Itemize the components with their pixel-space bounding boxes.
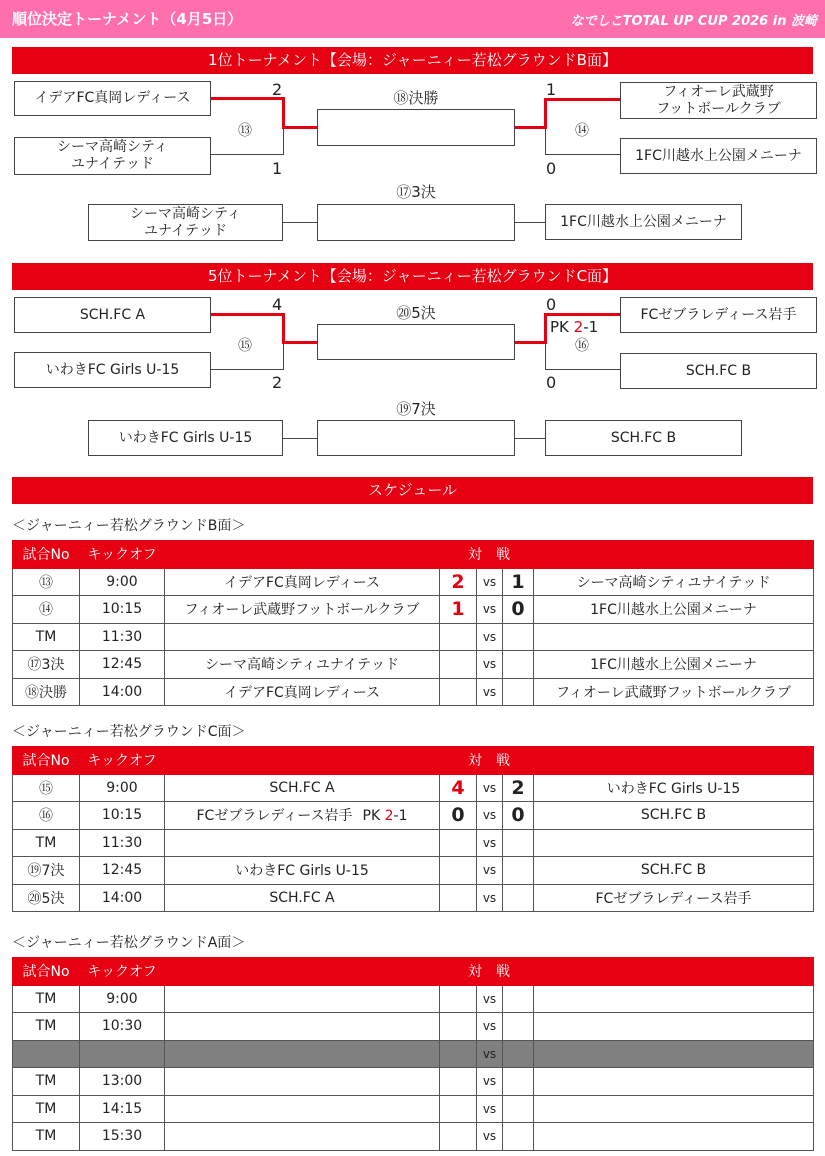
home-team [165, 1013, 440, 1041]
home-score [440, 1068, 477, 1096]
vs-label: vs [477, 774, 503, 802]
away-team [534, 623, 814, 651]
t5-seventh-label: ⑲7決 [396, 400, 436, 418]
table-header-row [13, 747, 814, 775]
table-row [13, 985, 814, 1013]
kickoff-time: 11:30 [80, 623, 165, 651]
kickoff-time: 10:30 [80, 1013, 165, 1041]
t5-score-right-bottom: 0 [546, 373, 557, 392]
away-score: 1 [503, 568, 534, 596]
kickoff-time: 10:15 [80, 802, 165, 830]
kickoff-time: 14:00 [80, 884, 165, 912]
t1-right-top-team: フィオーレ武蔵野 フットボールクラブ [620, 82, 817, 119]
home-score [440, 1123, 477, 1151]
match-no: TM [13, 985, 80, 1013]
t5-pk-prefix: PK [550, 318, 574, 336]
away-team: 1FC川越水上公園メニーナ [534, 596, 814, 624]
away-score [503, 829, 534, 857]
home-score [440, 678, 477, 706]
t5-line [545, 369, 620, 370]
pk-prefix: PK [362, 808, 385, 825]
t5-seventh-right-team: SCH.FC B [545, 420, 742, 456]
home-team: フィオーレ武蔵野フットボールクラブ [165, 596, 440, 624]
match-no: TM [13, 1068, 80, 1096]
t1-third-box [317, 204, 515, 241]
t1-third-left-team: シーマ高崎シティ ユナイテッド [88, 204, 283, 241]
header-no: 試合No [13, 958, 80, 986]
t5-left-top-team: SCH.FC A [14, 297, 211, 333]
t5-line [282, 341, 317, 344]
match-no: ⑭ [13, 596, 80, 624]
table-row [13, 774, 814, 802]
away-team [534, 1040, 814, 1068]
home-score [440, 623, 477, 651]
away-score [503, 857, 534, 885]
t5-line [283, 438, 317, 439]
t1-score-right-top: 1 [546, 80, 557, 99]
table-row [13, 623, 814, 651]
table-header-row [13, 541, 814, 569]
t1-left-match-no: ⑬ [238, 123, 252, 139]
away-score [503, 1040, 534, 1068]
vs-label: vs [477, 1068, 503, 1096]
t1-line [283, 222, 317, 223]
cup-name: なでしこTOTAL UP CUP 2026 in 波崎 [570, 14, 817, 29]
t5-seventh-box [317, 420, 515, 456]
away-team [534, 1013, 814, 1041]
t5-line [211, 369, 284, 370]
table-row [13, 857, 814, 885]
vs-label: vs [477, 623, 503, 651]
away-score [503, 1123, 534, 1151]
kickoff-time: 11:30 [80, 829, 165, 857]
t5-right-bottom-team: SCH.FC B [620, 353, 817, 389]
away-score [503, 623, 534, 651]
table-row [13, 651, 814, 679]
header-kickoff: キックオフ [80, 541, 165, 569]
table-row-break [13, 1040, 814, 1068]
t5-score-left-top: 4 [272, 295, 283, 314]
kickoff-time: 9:00 [80, 774, 165, 802]
header-vs: 対 戦 [165, 958, 814, 986]
away-team: FCゼブラレディース岩手 [534, 884, 814, 912]
table-row [13, 678, 814, 706]
away-score [503, 1068, 534, 1096]
match-no: TM [13, 1095, 80, 1123]
table-row [13, 1013, 814, 1041]
away-team: 1FC川越水上公園メニーナ [534, 651, 814, 679]
home-score [440, 829, 477, 857]
kickoff-time: 13:00 [80, 1068, 165, 1096]
vs-label: vs [477, 802, 503, 830]
header-no: 試合No [13, 541, 80, 569]
home-score: 1 [440, 596, 477, 624]
away-score [503, 1013, 534, 1041]
t5-seventh-left-team: いわきFC Girls U-15 [88, 420, 283, 456]
home-score [440, 857, 477, 885]
t5-left-match-no: ⑮ [238, 338, 252, 354]
match-no: ⑲7決 [13, 857, 80, 885]
t1-line [544, 98, 547, 129]
match-no: ⑬ [13, 568, 80, 596]
away-team: SCH.FC B [534, 857, 814, 885]
match-no: ⑰3決 [13, 651, 80, 679]
vs-label: vs [477, 829, 503, 857]
kickoff-time: 9:00 [80, 985, 165, 1013]
match-no: ⑮ [13, 774, 80, 802]
away-team: いわきFC Girls U-15 [534, 774, 814, 802]
t1-line [545, 128, 546, 155]
away-team [534, 829, 814, 857]
t5-line [544, 313, 547, 344]
match-no: ⑱決勝 [13, 678, 80, 706]
t1-line [515, 126, 546, 129]
home-team: SCH.FC A [165, 884, 440, 912]
t1-line [282, 97, 285, 128]
t5-line [515, 438, 545, 439]
home-team [165, 829, 440, 857]
home-team [165, 1123, 440, 1151]
t1-final-box [317, 109, 515, 146]
vs-label: vs [477, 1013, 503, 1041]
pk-a: 2 [384, 808, 394, 825]
vs-label: vs [477, 568, 503, 596]
kickoff-time: 12:45 [80, 651, 165, 679]
vs-label: vs [477, 1040, 503, 1068]
home-team [165, 985, 440, 1013]
home-team: FCゼブラレディース岩手 [196, 808, 353, 825]
t5-right-top-team: FCゼブラレディース岩手 [620, 297, 817, 333]
home-team: イデアFC真岡レディース [165, 678, 440, 706]
t5-line [282, 313, 285, 343]
away-team [534, 985, 814, 1013]
tournament1-bar: 1位トーナメント【会場：ジャーニィー若松グラウンドB面】 [12, 47, 813, 74]
home-team: イデアFC真岡レディース [165, 568, 440, 596]
home-team [165, 623, 440, 651]
away-score [503, 1095, 534, 1123]
away-score [503, 651, 534, 679]
table-row [13, 596, 814, 624]
match-no: TM [13, 829, 80, 857]
t5-final-box [317, 324, 515, 360]
table-row [13, 802, 814, 830]
t1-right-bottom-team: 1FC川越水上公園メニーナ [620, 138, 817, 174]
t1-line [283, 128, 284, 155]
table-row [13, 1123, 814, 1151]
schedule-bar: スケジュール [12, 477, 813, 504]
home-score [440, 985, 477, 1013]
away-team [534, 1095, 814, 1123]
away-team: SCH.FC B [534, 802, 814, 830]
match-no: TM [13, 1123, 80, 1151]
header-kickoff: キックオフ [80, 958, 165, 986]
vs-label: vs [477, 651, 503, 679]
match-no: ⑯ [13, 802, 80, 830]
home-score [440, 1095, 477, 1123]
home-team: シーマ高崎シティユナイテッド [165, 651, 440, 679]
home-score: 0 [440, 802, 477, 830]
t5-right-match-no: ⑯ [575, 338, 589, 354]
t1-score-left-top: 2 [272, 80, 283, 99]
header-no: 試合No [13, 747, 80, 775]
t1-score-left-bottom: 1 [272, 159, 283, 178]
header-vs: 対 戦 [165, 747, 814, 775]
kickoff-time: 9:00 [80, 568, 165, 596]
home-team: SCH.FC A [165, 774, 440, 802]
away-score: 2 [503, 774, 534, 802]
vs-label: vs [477, 884, 503, 912]
t5-line [545, 343, 546, 370]
t5-line [515, 341, 546, 344]
away-team [534, 1123, 814, 1151]
vs-label: vs [477, 857, 503, 885]
kickoff-time: 10:15 [80, 596, 165, 624]
home-score [440, 1013, 477, 1041]
t1-line [282, 126, 317, 129]
table-row [13, 829, 814, 857]
tournament5-bar: 5位トーナメント【会場：ジャーニィー若松グラウンドC面】 [12, 263, 813, 290]
kickoff-time: 14:15 [80, 1095, 165, 1123]
home-team [165, 1068, 440, 1096]
t5-left-bottom-team: いわきFC Girls U-15 [14, 352, 211, 388]
ground-a-title: ＜ジャーニィー若松グラウンドA面＞ [12, 935, 246, 951]
vs-label: vs [477, 1095, 503, 1123]
away-team: フィオーレ武蔵野フットボールクラブ [534, 678, 814, 706]
t1-right-match-no: ⑭ [575, 123, 589, 139]
t5-final-label: ⑳5決 [396, 304, 436, 322]
home-score: 2 [440, 568, 477, 596]
page-title: 順位決定トーナメント（4月5日） [12, 10, 243, 28]
t5-pk-result [550, 318, 598, 336]
ground-c-table [12, 746, 814, 912]
vs-label: vs [477, 596, 503, 624]
home-score [440, 884, 477, 912]
kickoff-time: 12:45 [80, 857, 165, 885]
home-team-cell [165, 802, 440, 830]
home-team [165, 1040, 440, 1068]
away-score [503, 884, 534, 912]
table-row [13, 568, 814, 596]
ground-a-table [12, 957, 814, 1151]
t5-score-right-top: 0 [546, 295, 557, 314]
header-kickoff: キックオフ [80, 747, 165, 775]
t1-score-right-bottom: 0 [546, 159, 557, 178]
match-no: TM [13, 1013, 80, 1041]
t5-pk-b: -1 [583, 318, 599, 336]
t5-score-left-bottom: 2 [272, 373, 283, 392]
ground-c-title: ＜ジャーニィー若松グラウンドC面＞ [12, 724, 246, 740]
t1-final-label: ⑱決勝 [393, 89, 439, 107]
table-row [13, 1095, 814, 1123]
pk-result [363, 808, 408, 824]
t5-line [283, 343, 284, 370]
t1-line [515, 222, 545, 223]
match-no: TM [13, 623, 80, 651]
home-score [440, 651, 477, 679]
kickoff-time: 14:00 [80, 678, 165, 706]
t1-line [545, 154, 620, 155]
t1-line [211, 154, 284, 155]
kickoff-time: 15:30 [80, 1123, 165, 1151]
home-team: いわきFC Girls U-15 [165, 857, 440, 885]
home-team [165, 1095, 440, 1123]
home-score: 4 [440, 774, 477, 802]
away-team: シーマ高崎シティユナイテッド [534, 568, 814, 596]
home-score [440, 1040, 477, 1068]
header-vs: 対 戦 [165, 541, 814, 569]
t1-left-top-team: イデアFC真岡レディース [14, 81, 211, 116]
match-no: ⑳5決 [13, 884, 80, 912]
away-score: 0 [503, 802, 534, 830]
ground-b-title: ＜ジャーニィー若松グラウンドB面＞ [12, 518, 246, 534]
ground-b-table [12, 540, 814, 706]
away-score [503, 985, 534, 1013]
page-header [0, 0, 825, 38]
away-score: 0 [503, 596, 534, 624]
vs-label: vs [477, 1123, 503, 1151]
match-no [13, 1040, 80, 1068]
vs-label: vs [477, 678, 503, 706]
away-score [503, 678, 534, 706]
table-row [13, 884, 814, 912]
vs-label: vs [477, 985, 503, 1013]
t1-third-right-team: 1FC川越水上公園メニーナ [545, 204, 742, 240]
pk-b: -1 [393, 808, 408, 825]
table-row [13, 1068, 814, 1096]
kickoff-time [80, 1040, 165, 1068]
t5-pk-a: 2 [573, 318, 584, 336]
table-header-row [13, 958, 814, 986]
t1-left-bottom-team: シーマ高崎シティ ユナイテッド [14, 137, 211, 175]
t1-third-label: ⑰3決 [396, 183, 436, 201]
away-team [534, 1068, 814, 1096]
